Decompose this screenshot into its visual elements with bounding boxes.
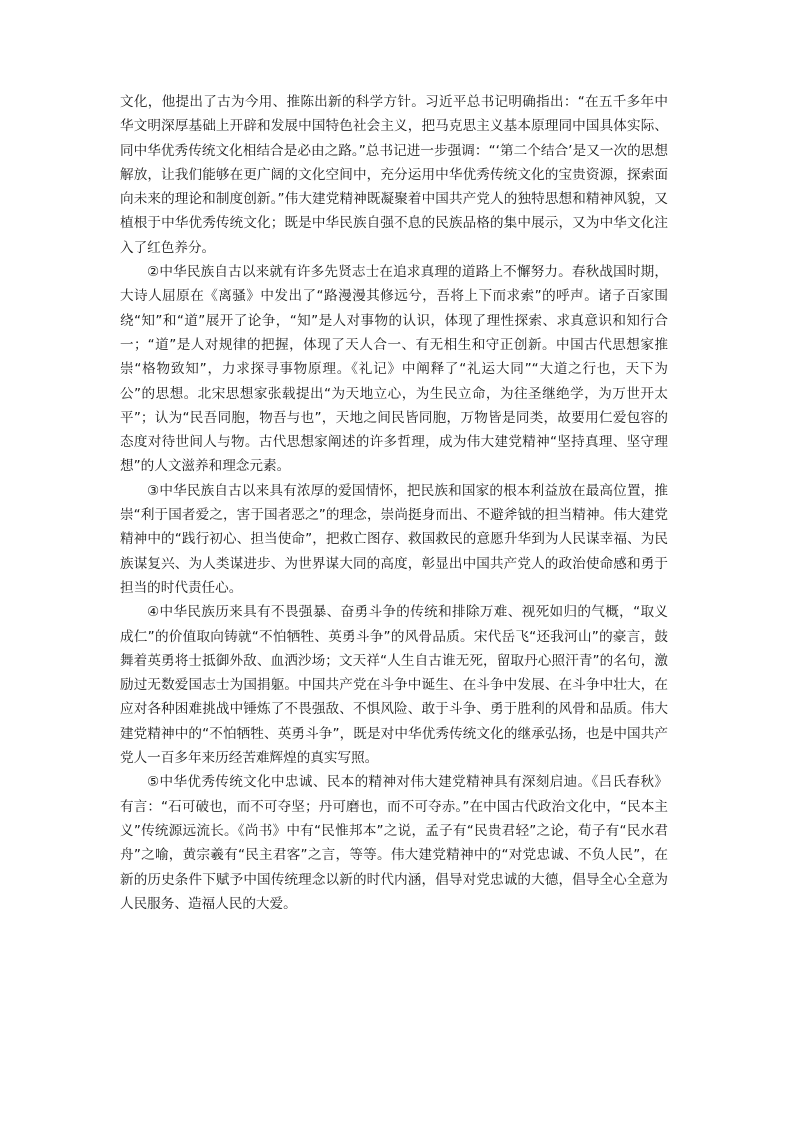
body-paragraph: 文化，他提出了古为今用、推陈出新的科学方针。习近平总书记明确指出：“在五千多年中华文明深厚基础上开辟和发展中国特色社会主义，把马克思主义基本原理同中国具体实际、同中华优秀传统文化相结合是必由之路。”总书记进一步强调：“‘第二个结合’是又一次的思想解放，让我们能够在更广阔的文化空间中，充分运用中华优秀传统文化的宝贵资源，探索面向未来的理论和制度创新。”伟大建党精神既凝聚着中国共产党人的独特思想和精神风貌，又植根于中华优秀传统文化；既是中华民族自强不息的民族品格的集中展示，又为中华文化注入了红色养分。 <box>120 94 668 256</box>
body-paragraph: ③中华民族自古以来具有浓厚的爱国情怀，把民族和国家的根本利益放在最高位置，推崇“利于国者爱之，害于国者恶之”的理念，崇尚挺身而出、不避斧钺的担当精神。伟大建党精神中的“践行初心、担当使命”，把救亡图存、救国救民的意愿升华到为人民谋幸福、为民族谋复兴、为人类谋进步、为世界谋大同的高度，彰显出中国共产党人的政治使命感和勇于担当的时代责任心。 <box>120 482 668 596</box>
body-paragraph: ④中华民族历来具有不畏强暴、奋勇斗争的传统和排除万难、视死如归的气概，“取义成仁”的价值取向铸就“不怕牺牲、英勇斗争”的风骨品质。宋代岳飞“还我河山”的豪言，鼓舞着英勇将士抵御外敌、血洒沙场；文天祥“人生自古谁无死，留取丹心照汗青”的名句，激励过无数爱国志士为国捐躯。中国共产党在斗争中诞生、在斗争中发展、在斗争中壮大，在应对各种困难挑战中锤炼了不畏强敌、不惧风险、敢于斗争、勇于胜利的风骨和品质。伟大建党精神中的“不怕牺牲、英勇斗争”，既是对中华优秀传统文化的继承弘扬，也是中国共产党人一百多年来历经苦难辉煌的真实写照。 <box>120 604 668 767</box>
body-paragraph: ⑤中华优秀传统文化中忠诚、民本的精神对伟大建党精神具有深刻启迪。《吕氏春秋》有言：“石可破也，而不可夺坚；丹可磨也，而不可夺赤。”在中国古代政治文化中，“民本主义”传统源远流长。《尚书》中有“民惟邦本”之说，孟子有“民贵君轻”之论，荀子有“民水君舟”之喻，黄宗羲有“民主君客”之言，等等。伟大建党精神中的“对党忠诚、不负人民”，在新的历史条件下赋予中国传统理念以新的时代内涵，倡导对党忠诚的大德，倡导全心全意为人民服务、造福人民的大爱。 <box>120 774 668 912</box>
body-paragraph: ②中华民族自古以来就有许多先贤志士在追求真理的道路上不懈努力。春秋战国时期，大诗人屈原在《离骚》中发出了“路漫漫其修远兮，吾将上下而求索”的呼声。诸子百家围绕“知”和“道”展开了论争，“知”是人对事物的认识，体现了理性探索、求真意识和知行合一；“道”是人对规律的把握，体现了天人合一、有无相生和守正创新。中国古代思想家推崇“格物致知”，力求探寻事物原理。《礼记》中阐释了“礼运大同”“大道之行也，天下为公”的思想。北宋思想家张载提出“为天地立心，为生民立命，为往圣继绝学，为万世开太平”；认为“民吾同胞，物吾与也”，天地之间民皆同胞，万物皆是同类，故要用仁爱包容的态度对待世间人与物。古代思想家阐述的许多哲理，成为伟大建党精神“坚持真理、坚守理想”的人文滋养和理念元素。 <box>120 264 668 475</box>
document-body <box>120 90 668 916</box>
